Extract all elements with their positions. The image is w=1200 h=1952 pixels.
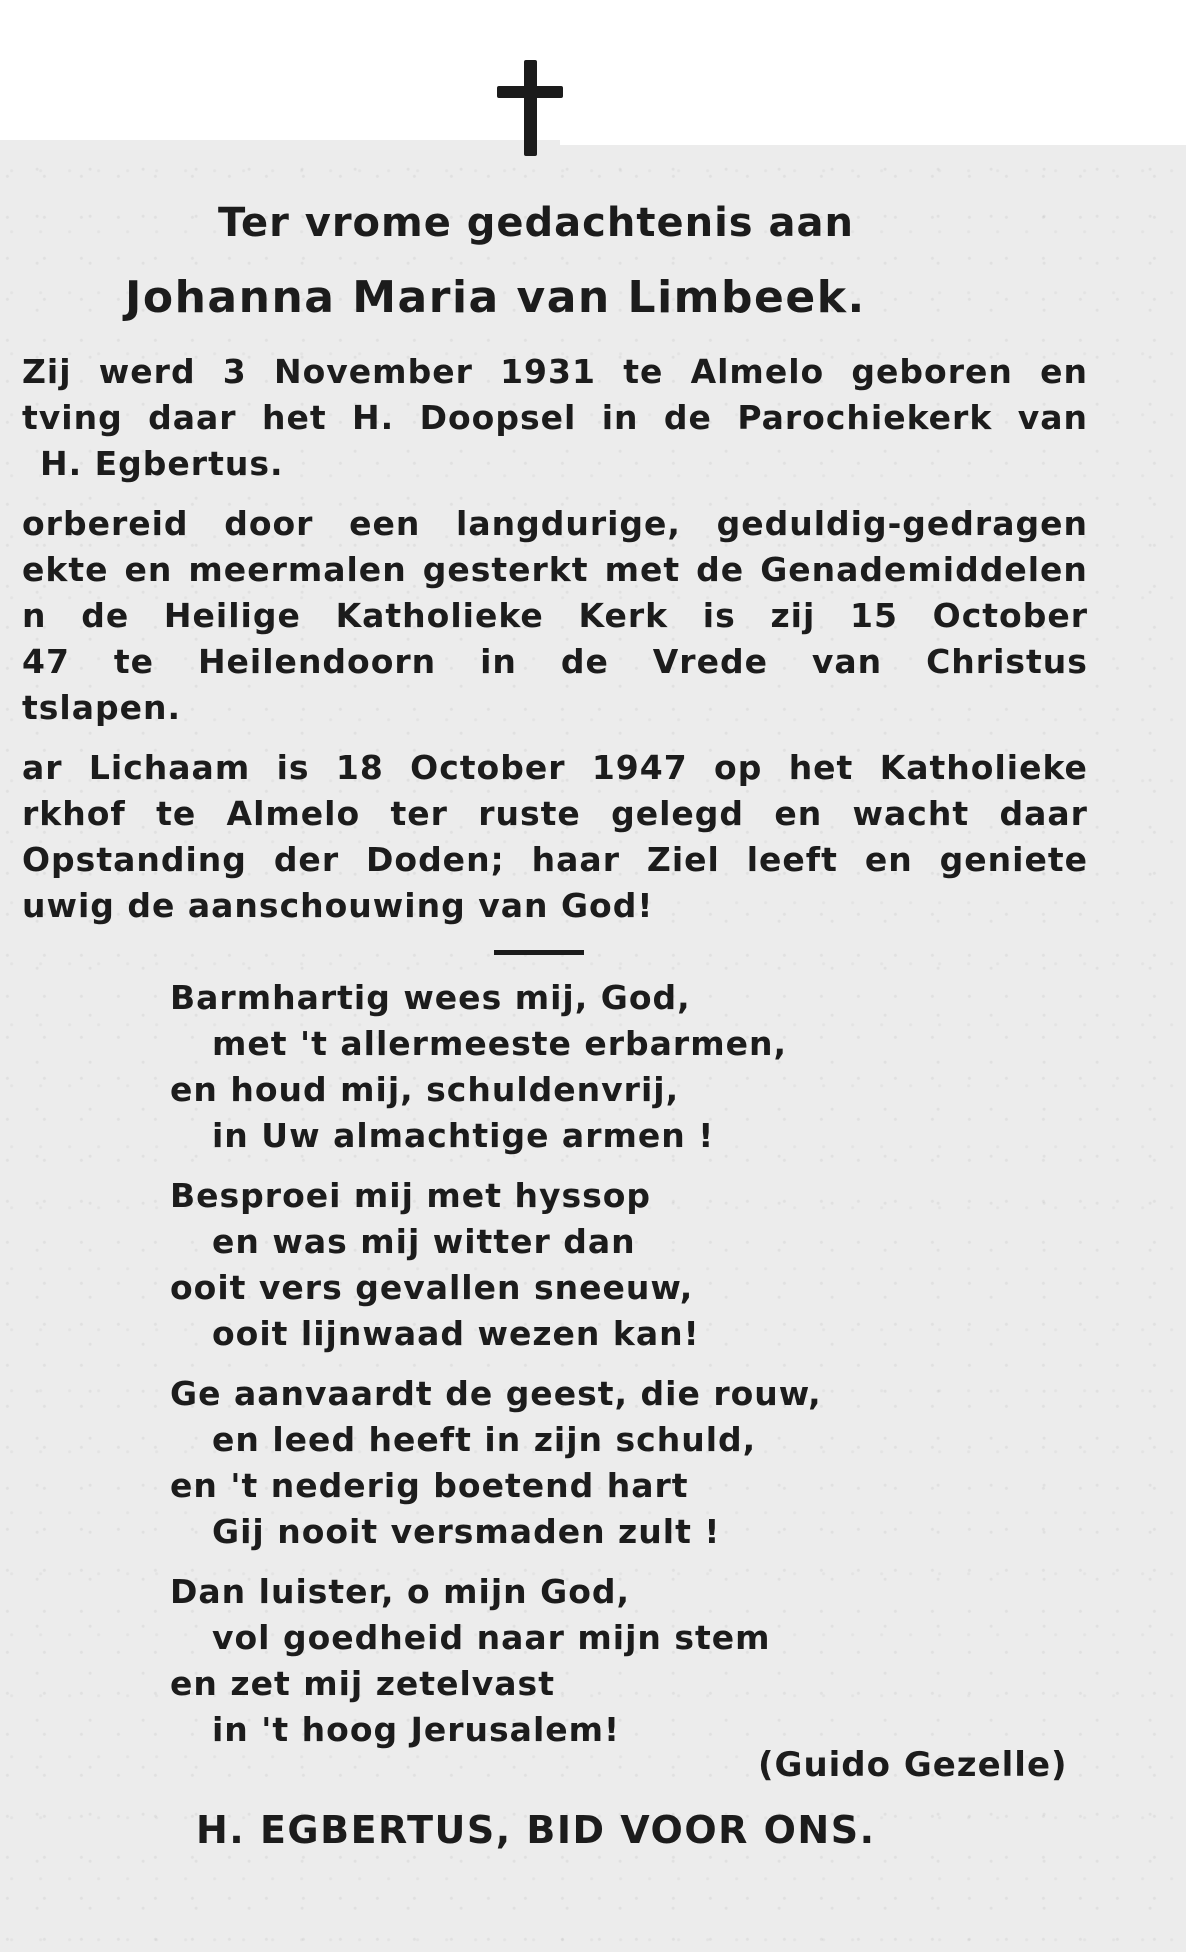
- poem-line: vol goedheid naar mijn stem: [212, 1618, 771, 1657]
- paragraph-line: ar Lichaam is 18 October 1947 op het Katholieke: [22, 748, 1088, 787]
- card-top-right-margin: [560, 0, 1200, 145]
- poem-line: Besproei mij met hyssop: [170, 1176, 652, 1215]
- cross-icon: [495, 60, 565, 160]
- poem-line: en zet mij zetelvast: [170, 1664, 555, 1703]
- paragraph-line: Opstanding der Doden; haar Ziel leeft en geniete: [22, 840, 1088, 879]
- paragraph-line: ekte en meermalen gesterkt met de Genademiddelen: [22, 550, 1088, 589]
- paragraph-line: 47 te Heilendoorn in de Vrede van Christus: [22, 642, 1088, 681]
- poem-line: en leed heeft in zijn schuld,: [212, 1420, 757, 1459]
- paragraph-line: Zij werd 3 November 1931 te Almelo geboren en: [22, 352, 1088, 391]
- card-right-margin: [1186, 140, 1200, 1952]
- paragraph-line: tving daar het H. Doopsel in de Parochiekerk van: [22, 398, 1088, 437]
- poem-line: ooit lijnwaad wezen kan!: [212, 1314, 700, 1353]
- poem-line: Ge aanvaardt de geest, die rouw,: [170, 1374, 822, 1413]
- poem-line: Gij nooit versmaden zult !: [212, 1512, 721, 1551]
- poem-line: met 't allermeeste erbarmen,: [212, 1024, 787, 1063]
- paragraph-line: tslapen.: [22, 688, 182, 727]
- poem-line: in Uw almachtige armen !: [212, 1116, 715, 1155]
- paragraph-line: H. Egbertus.: [40, 444, 284, 483]
- paragraph-line: uwig de aanschouwing van God!: [22, 886, 654, 925]
- poem-line: ooit vers gevallen sneeuw,: [170, 1268, 694, 1307]
- paragraph-line: rkhof te Almelo ter ruste gelegd en wacht daar: [22, 794, 1088, 833]
- card-heading: Ter vrome gedachtenis aan: [218, 200, 854, 246]
- closing-prayer: H. EGBERTUS, BID VOOR ONS.: [196, 1808, 876, 1852]
- paragraph-line: orbereid door een langdurige, geduldig-gedragen: [22, 504, 1088, 543]
- poem-line: en 't nederig boetend hart: [170, 1466, 689, 1505]
- deceased-name: Johanna Maria van Limbeek.: [125, 272, 866, 323]
- poem-line: en houd mij, schuldenvrij,: [170, 1070, 680, 1109]
- poem-line: en was mij witter dan: [212, 1222, 636, 1261]
- poem-line: in 't hoog Jerusalem!: [212, 1710, 621, 1749]
- poem-line: Dan luister, o mijn God,: [170, 1572, 631, 1611]
- paragraph-line: n de Heilige Katholieke Kerk is zij 15 October: [22, 596, 1088, 635]
- poem-line: Barmhartig wees mij, God,: [170, 978, 691, 1017]
- divider: [494, 950, 584, 955]
- poem-attribution: (Guido Gezelle): [758, 1745, 1068, 1785]
